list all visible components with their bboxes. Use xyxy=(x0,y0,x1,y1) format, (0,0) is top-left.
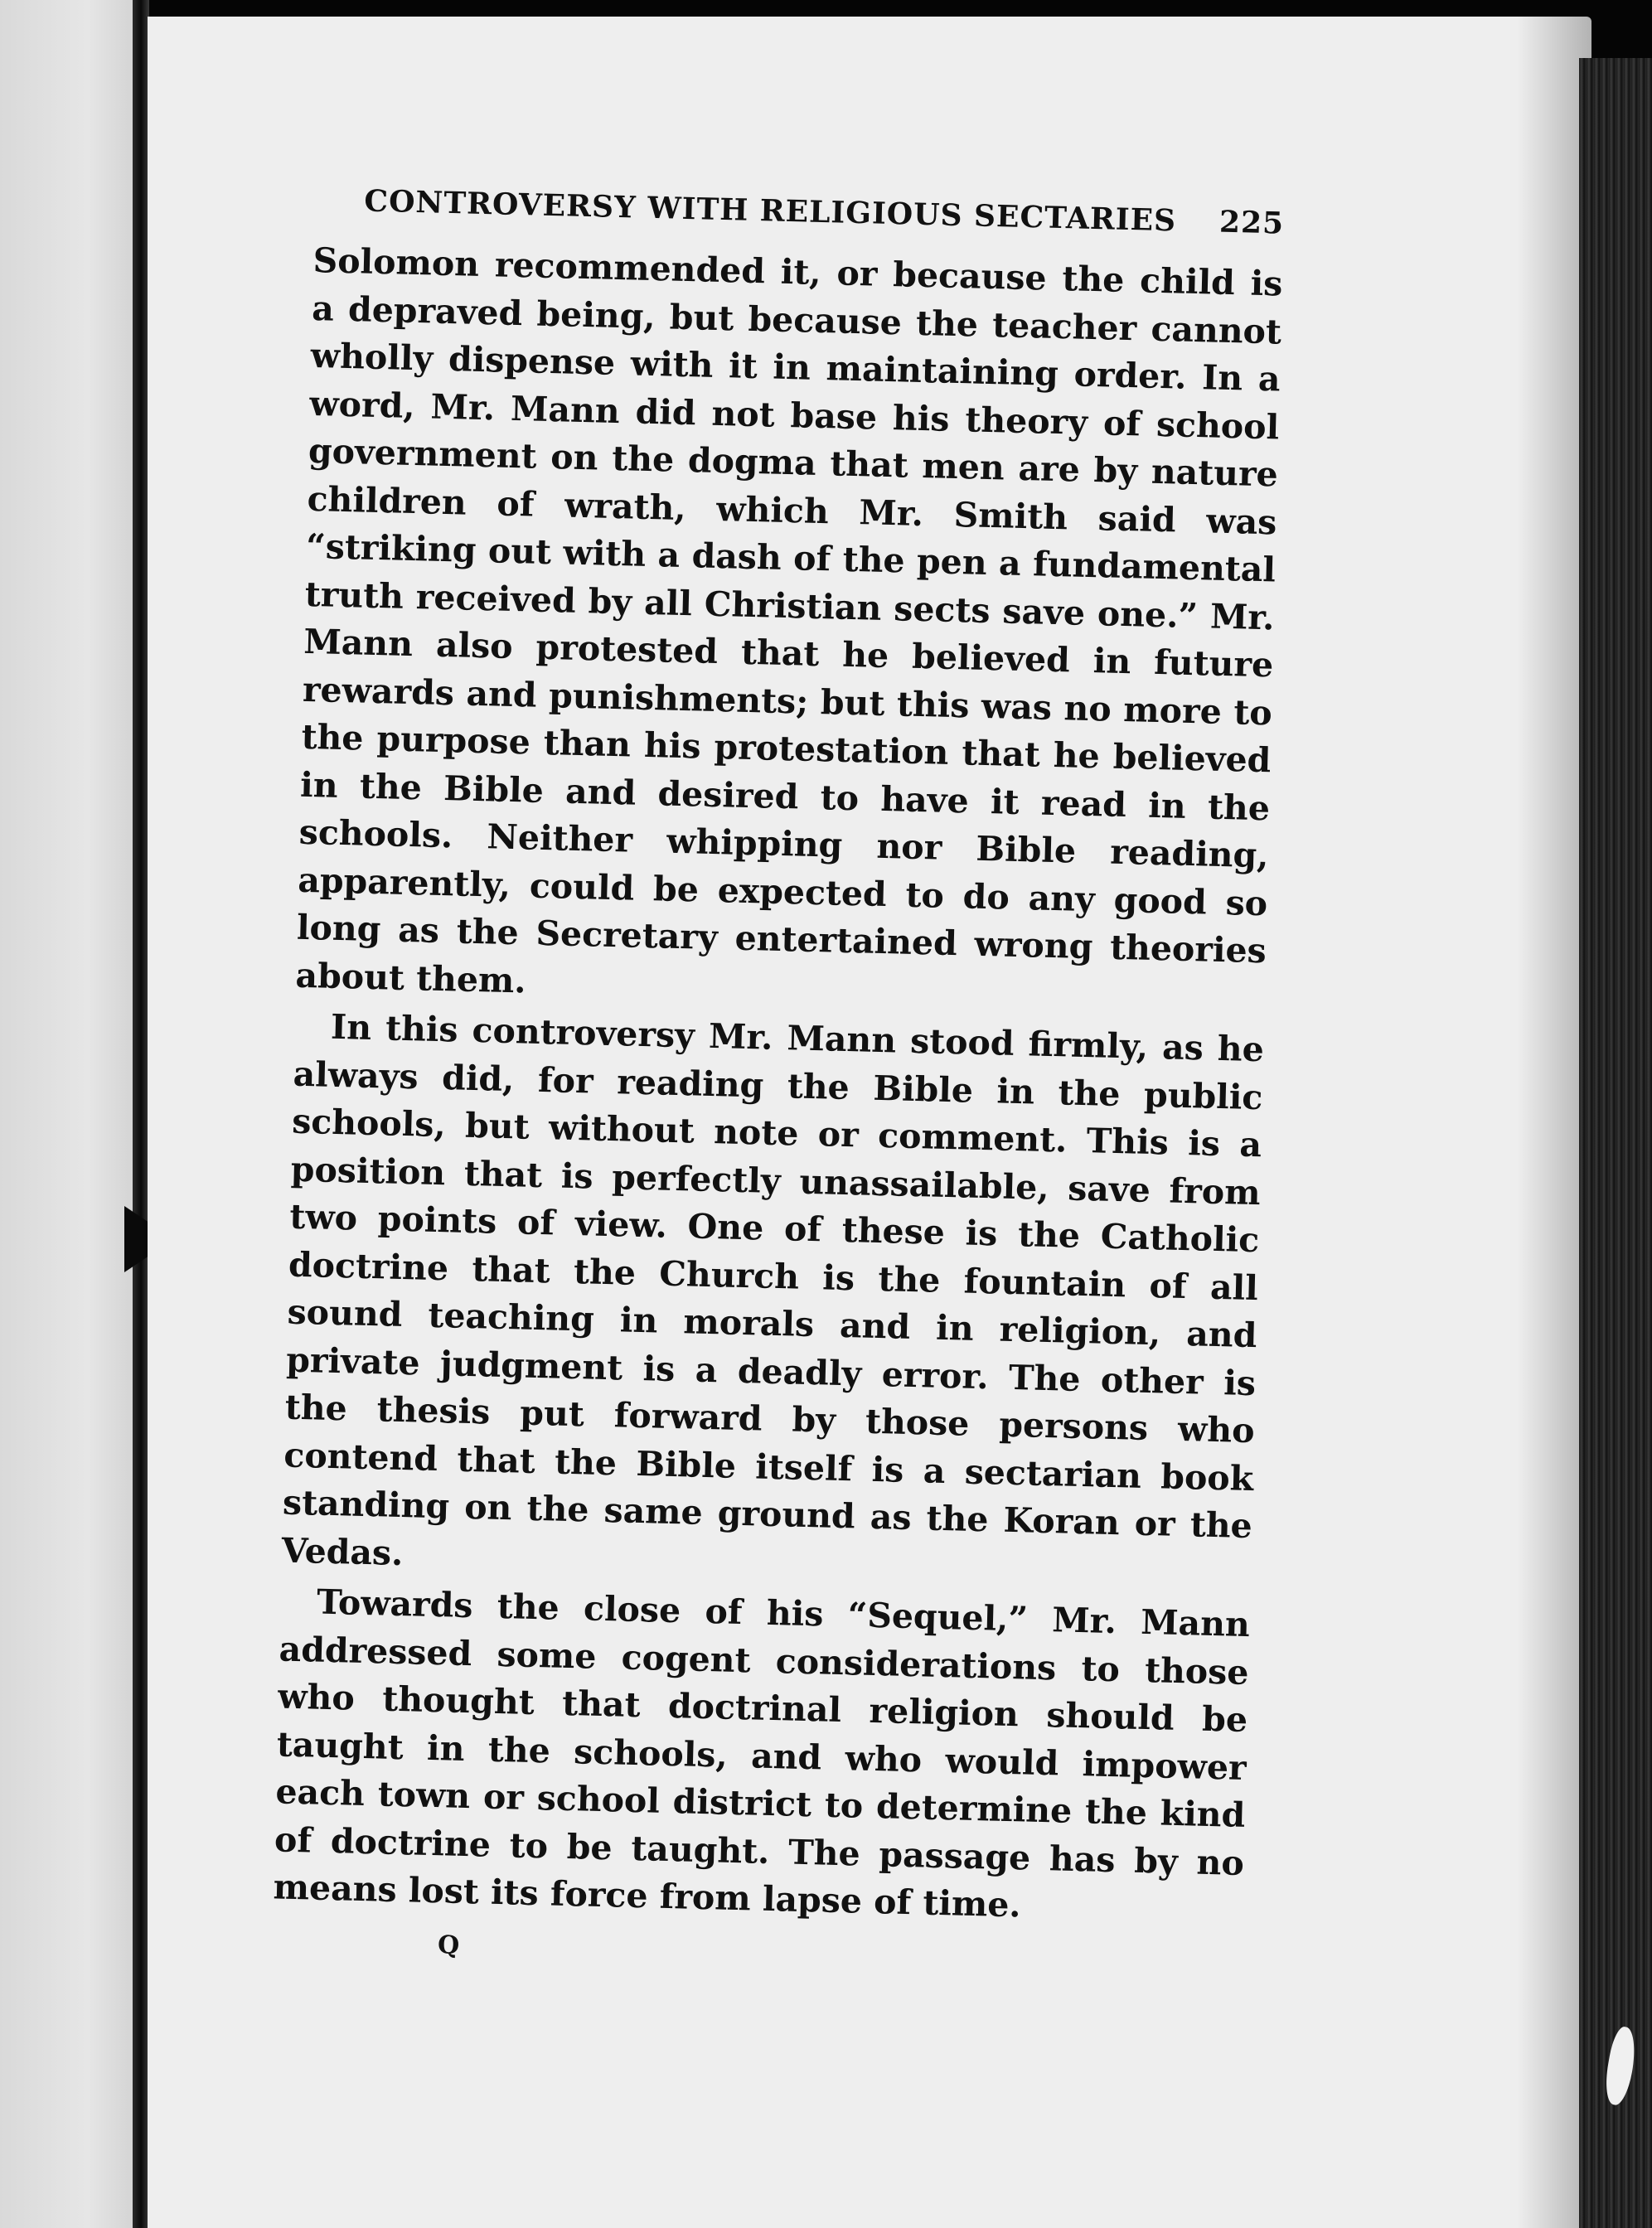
page-text-block xyxy=(272,182,1285,1979)
paragraph-2: In this controversy Mr. Mann stood firmly, as he always did, for reading the Bible in the public schools, but without note or comment. This is a position that is perfectly unassailable, save from two points of view. One of these is the Catholic doctrine that the Church is the fountain of all sound teaching in morals and in religion, and private judgment is a deadly error. The other is the thesis put forward by those persons who contend that the Bible itself is a sectarian book standing on the same ground as the Koran or the Vedas. xyxy=(281,1006,1265,1573)
paragraph-3: Towards the close of his “Sequel,” Mr. Mann addressed some cogent considerations to those who thought that doctrinal religion should be taught in the schools, and who would impower each town or school district to determine the kind of doctrine to be taught. The passage has by no means lost its force from lapse of time. xyxy=(273,1581,1251,1925)
running-head-title: CONTROVERSY WITH RELIGIOUS SECTARIES xyxy=(363,183,1177,239)
paragraph-1: Solomon recommended it, or because the child is a depraved being, but because the teacher cannot wholly dispense with it in maintaining order. In a word, Mr. Mann did not base his theory of school government on the dogma that men are by nature children of wrath, which Mr. Smith said was “striking out with a dash of the pen a fundamental truth received by all Christian sects save one.” Mr. Mann also protested that he believed in future rewards and punishments; but this was no more to the purpose than his protestation that he believed in the Bible and desired to have it read in the schools. Neither whipping nor Bible reading, apparently, could be expected to do any good so long as the Secretary entertained wrong theories about them. xyxy=(295,240,1283,1001)
facing-page-edge xyxy=(0,0,146,2228)
stacked-page-edges xyxy=(1579,58,1652,2228)
signature-mark: Q xyxy=(437,1930,460,1960)
book-gutter xyxy=(133,0,149,2228)
page-number: 225 xyxy=(1218,204,1285,241)
